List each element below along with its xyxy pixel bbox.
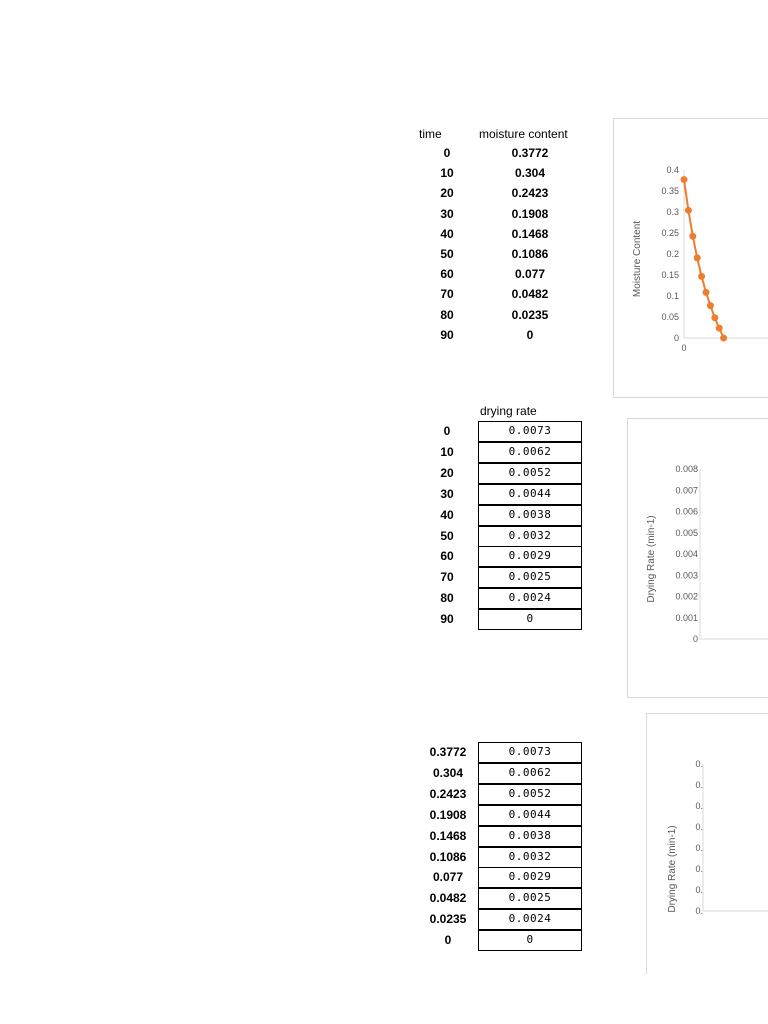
moisture-cell: 0.077	[514, 267, 546, 282]
drying-rate-cell: 0.0044	[478, 805, 582, 826]
y-tick-label: 0.004	[675, 549, 698, 559]
moisture-cell: 0.0482	[429, 891, 467, 906]
moisture-cell: 0.1086	[429, 849, 467, 864]
moisture-cell: 0.2423	[511, 186, 549, 201]
moisture-cell: 0.3772	[429, 745, 467, 759]
data-point	[685, 207, 692, 214]
drying-rate-cell: 0.0052	[478, 784, 582, 805]
y-tick-label: 0.	[695, 759, 703, 769]
y-tick-label: 0.4	[666, 165, 679, 175]
time-cell: 50	[440, 247, 454, 261]
time-cell: 80	[440, 591, 454, 606]
data-point	[711, 314, 718, 321]
drying-rate-cell: 0	[478, 609, 582, 630]
y-tick-label: 0.007	[675, 485, 698, 496]
y-axis-label: Drying Rate (min-1)	[667, 825, 678, 913]
y-tick-label: 0.006	[675, 506, 698, 517]
y-tick-label: 0.25	[661, 228, 679, 238]
moisture-cell: 0.1086	[511, 247, 549, 261]
drying-rate-cell: 0.0024	[478, 588, 582, 609]
x-tick-label: 0	[681, 343, 687, 353]
moisture-cell: 0.0235	[511, 307, 549, 322]
drying-rate-cell: 0.0038	[478, 826, 582, 847]
moisture-cell: 0.1908	[429, 807, 467, 822]
moisture-cell: 0.304	[514, 166, 546, 181]
drying-rate-cell: 0.0062	[478, 763, 582, 784]
y-tick-label: 0.003	[675, 570, 698, 581]
header-time: time	[419, 127, 442, 141]
chart-drying-rate-moisture	[646, 713, 768, 974]
data-point	[720, 335, 727, 342]
y-tick-label: 0.1	[666, 291, 679, 301]
y-tick-label: 0.	[695, 843, 703, 853]
moisture-cell: 0.304	[432, 765, 464, 780]
time-cell: 0	[443, 424, 451, 438]
series-line	[684, 180, 724, 338]
time-cell: 50	[440, 528, 454, 543]
time-cell: 0	[443, 146, 451, 160]
y-tick-label: 0.005	[675, 527, 698, 538]
y-tick-label: 0.	[695, 885, 703, 895]
data-point	[716, 325, 723, 332]
y-tick-label: 0.008	[675, 464, 698, 474]
drying-rate-cell: 0.0073	[478, 421, 582, 442]
drying-rate-cell: 0.0025	[478, 888, 582, 909]
time-cell: 70	[440, 287, 454, 302]
time-cell: 40	[440, 507, 454, 522]
y-tick-label: 0	[673, 333, 679, 343]
moisture-cell: 0.1468	[511, 226, 549, 241]
y-tick-label: 0.05	[661, 312, 679, 322]
drying-rate-cell: 0.0038	[478, 505, 582, 526]
y-tick-label: 0.	[695, 864, 703, 874]
chart-drying-rate-svg	[628, 419, 768, 697]
moisture-cell: 0.077	[432, 870, 464, 885]
y-tick-label: 0.15	[661, 270, 679, 280]
data-point	[681, 176, 688, 183]
y-tick-label: 0.	[695, 801, 703, 811]
moisture-cell: 0.2423	[429, 786, 467, 801]
chart-drying-rate-moisture-svg	[647, 714, 768, 974]
header-drying-rate: drying rate	[480, 404, 537, 418]
time-cell: 20	[440, 465, 454, 480]
time-cell: 60	[440, 549, 454, 564]
header-moisture-content: moisture content	[479, 127, 568, 141]
data-point	[689, 233, 696, 240]
drying-rate-cell: 0.0032	[478, 526, 582, 547]
time-cell: 30	[440, 206, 454, 221]
moisture-cell: 0.3772	[511, 146, 549, 160]
data-point	[698, 273, 705, 280]
chart-moisture-svg	[614, 119, 768, 397]
moisture-cell: 0.0482	[511, 287, 549, 302]
time-cell: 80	[440, 307, 454, 322]
drying-rate-cell: 0.0052	[478, 463, 582, 484]
y-tick-label: 0.	[695, 822, 703, 832]
drying-rate-cell: 0.0029	[478, 546, 582, 567]
y-tick-label: 0.	[695, 780, 703, 790]
moisture-cell: 0	[444, 933, 452, 948]
drying-rate-cell: 0.0032	[478, 847, 582, 868]
time-cell: 30	[440, 486, 454, 501]
moisture-cell: 0.0235	[429, 912, 467, 927]
y-axis-label: Moisture Content	[632, 220, 643, 298]
drying-rate-cell: 0.0029	[478, 867, 582, 888]
time-cell: 10	[440, 166, 454, 181]
y-tick-label: 0.3	[666, 207, 679, 217]
moisture-cell: 0.1908	[511, 206, 549, 221]
drying-rate-cell: 0.0062	[478, 442, 582, 463]
y-tick-label: 0.	[695, 906, 703, 916]
drying-rate-cell: 0.0025	[478, 567, 582, 588]
data-point	[694, 254, 701, 261]
time-cell: 40	[440, 226, 454, 241]
y-tick-label: 0	[692, 634, 698, 644]
drying-rate-cell: 0	[478, 930, 582, 951]
y-tick-label: 0.002	[675, 591, 698, 602]
time-cell: 20	[440, 186, 454, 201]
time-cell: 60	[440, 267, 454, 282]
y-tick-label: 0.35	[661, 186, 679, 196]
drying-rate-cell: 0.0044	[478, 484, 582, 505]
chart-drying-rate-time	[627, 418, 768, 698]
moisture-cell: 0	[526, 327, 534, 342]
y-axis-label: Drying Rate (min-1)	[646, 515, 657, 603]
moisture-cell: 0.1468	[429, 828, 467, 843]
chart-moisture-content	[613, 118, 768, 398]
y-tick-label: 0.001	[675, 612, 698, 623]
time-cell: 70	[440, 570, 454, 585]
drying-rate-cell: 0.0073	[478, 742, 582, 763]
data-point	[703, 289, 710, 296]
y-tick-label: 0.2	[666, 249, 679, 259]
time-cell: 90	[440, 327, 454, 342]
time-cell: 10	[440, 444, 454, 459]
time-cell: 90	[440, 612, 454, 627]
drying-rate-cell: 0.0024	[478, 909, 582, 930]
data-point	[707, 302, 714, 309]
